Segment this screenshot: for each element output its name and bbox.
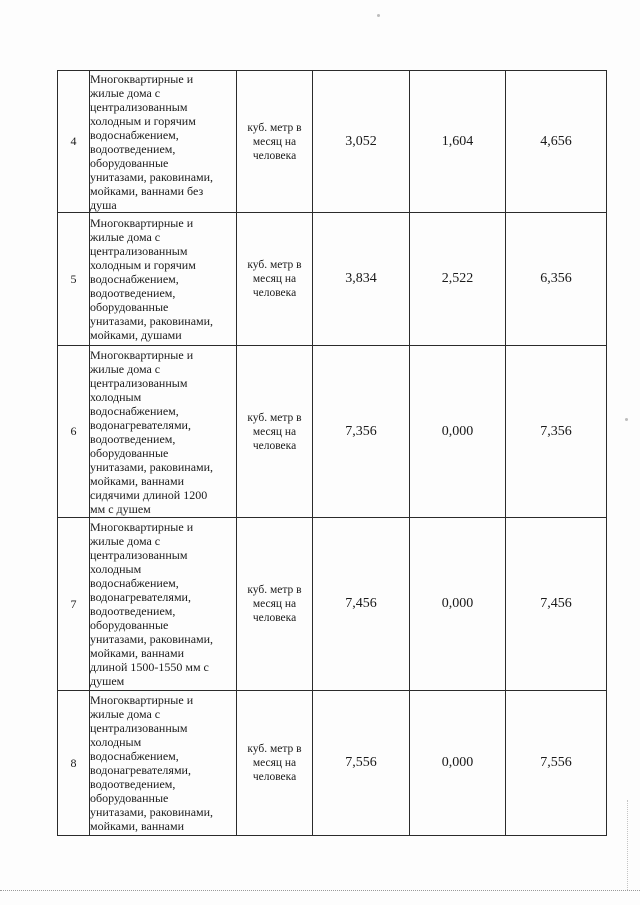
- description-text: Многоквартирные и жилые дома с централизованным холодным и горячим водоснабжением, водоотведением, оборудованные унитазами, раковинами, мойками, ваннами без душа: [90, 71, 214, 212]
- total-value: 7,356: [506, 346, 607, 518]
- hot-water-value: 2,522: [410, 213, 506, 346]
- description-text: Многоквартирные и жилые дома с централизованным холодным и горячим водоснабжением, водоотведением, оборудованные унитазами, раковинами, мойками, душами: [90, 216, 214, 342]
- total-value: 6,356: [506, 213, 607, 346]
- table-row: [58, 518, 607, 691]
- total-value: 7,556: [506, 691, 607, 836]
- housing-description: [90, 213, 237, 346]
- scan-bottom-edge: [0, 890, 640, 891]
- total-value: 4,656: [506, 71, 607, 213]
- unit-text: куб. метр в месяц на человека: [247, 259, 302, 299]
- cold-water-value: 7,456: [313, 518, 410, 691]
- row-number: 5: [58, 213, 90, 346]
- unit-cell: [237, 346, 313, 518]
- unit-text: куб. метр в месяц на человека: [247, 411, 302, 452]
- unit-cell: [237, 213, 313, 346]
- consumption-norms-table: [57, 70, 607, 836]
- scan-edge-marks: [627, 800, 630, 890]
- cold-water-value: 3,052: [313, 71, 410, 213]
- table-row: [58, 213, 607, 346]
- scan-speck-right: [625, 418, 628, 421]
- total-value: 7,456: [506, 518, 607, 691]
- unit-cell: [237, 71, 313, 213]
- scan-speck-top: [377, 14, 380, 17]
- unit-text: куб. метр в месяц на человека: [247, 121, 302, 162]
- hot-water-value: 0,000: [410, 691, 506, 836]
- table-row: [58, 71, 607, 213]
- cold-water-value: 7,356: [313, 346, 410, 518]
- unit-cell: [237, 518, 313, 691]
- row-number: 6: [58, 346, 90, 518]
- table-row: [58, 691, 607, 836]
- description-text: Многоквартирные и жилые дома с централизованным холодным водоснабжением, водонагревателями, водоотведением, оборудованные унитазами, раковинами, мойками, ваннами: [90, 693, 214, 833]
- cold-water-value: 7,556: [313, 691, 410, 836]
- row-number: 7: [58, 518, 90, 691]
- housing-description: [90, 518, 237, 691]
- hot-water-value: 0,000: [410, 518, 506, 691]
- table-row: [58, 346, 607, 518]
- hot-water-value: 0,000: [410, 346, 506, 518]
- unit-text: куб. метр в месяц на человека: [247, 743, 302, 783]
- housing-description: [90, 71, 237, 213]
- unit-cell: [237, 691, 313, 836]
- hot-water-value: 1,604: [410, 71, 506, 213]
- unit-text: куб. метр в месяц на человека: [247, 584, 302, 624]
- description-text: Многоквартирные и жилые дома с централизованным холодным водоснабжением, водонагревателями, водоотведением, оборудованные унитазами, раковинами, мойками, ваннами сидячими длиной 1200 мм с душем: [90, 347, 214, 516]
- description-text: Многоквартирные и жилые дома с централизованным холодным водоснабжением, водонагревателями, водоотведением, оборудованные унитазами, раковинами, мойками, ваннами длиной 1500-1550 мм с душем: [90, 520, 214, 688]
- row-number: 8: [58, 691, 90, 836]
- housing-description: [90, 691, 237, 836]
- cold-water-value: 3,834: [313, 213, 410, 346]
- row-number: 4: [58, 71, 90, 213]
- housing-description: [90, 346, 237, 518]
